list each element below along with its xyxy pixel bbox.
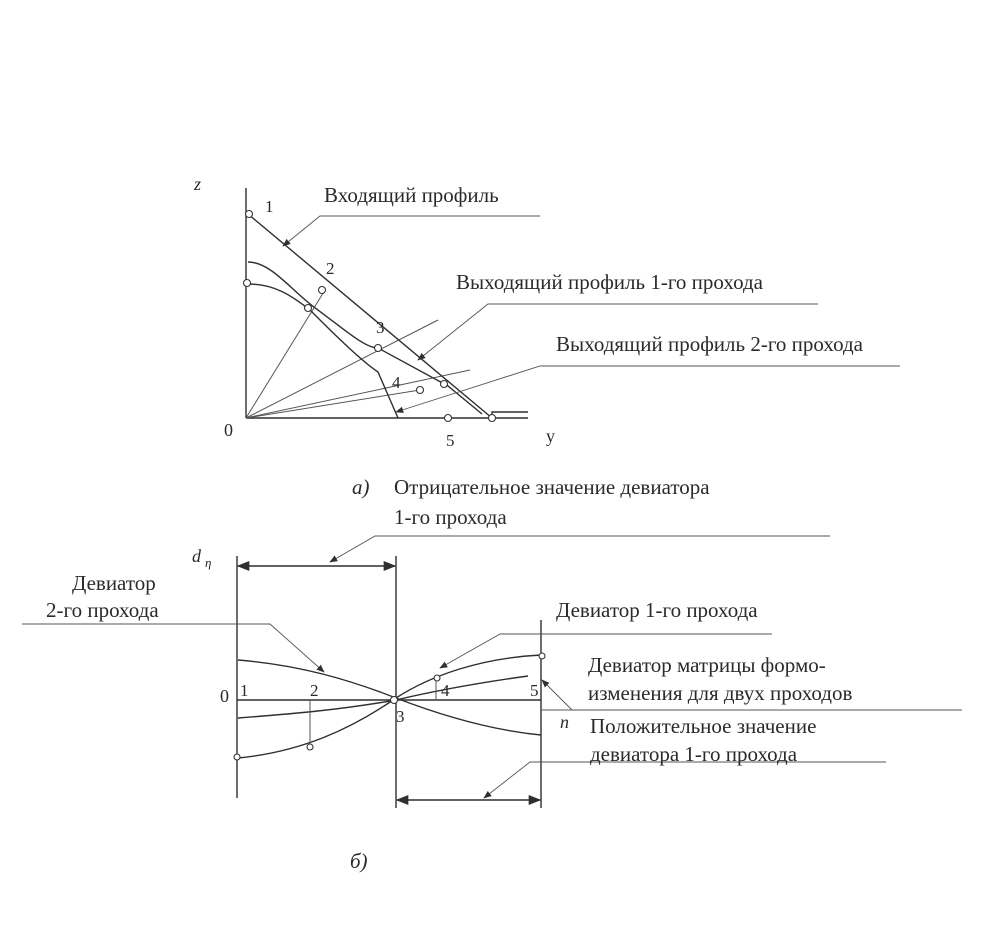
y-axis-label: y (546, 426, 555, 446)
label-incoming-profile: Входящий профиль (324, 183, 499, 207)
point-label-5: 5 (446, 431, 455, 450)
ray-4 (246, 390, 420, 418)
caption-a-line2: 1-го прохода (394, 505, 507, 529)
point-b-2 (307, 744, 313, 750)
d-axis-label: d (192, 546, 201, 566)
point-b-5 (539, 653, 545, 659)
matrix-deviator-lower-left (238, 700, 396, 718)
caption-b-letter: б) (350, 849, 368, 873)
origin-label-b: 0 (220, 686, 229, 706)
caption-a-letter: а) (352, 475, 370, 499)
label-positive-line2: девиатора 1-го прохода (590, 742, 798, 766)
point-marker-1b (244, 280, 251, 287)
label-out-profile-pass1: Выходящий профиль 1-го прохода (456, 270, 763, 294)
label-matrix-line2: изменения для двух проходов (588, 681, 853, 705)
deviator-pass1-curve (238, 655, 541, 758)
matrix-deviator-upper-right (396, 676, 528, 700)
point-marker-2b (305, 305, 312, 312)
point-b-label-5: 5 (530, 681, 539, 700)
point-label-2: 2 (326, 259, 335, 278)
point-b-label-3: 3 (396, 707, 405, 726)
point-marker-2 (319, 287, 326, 294)
point-b-1 (234, 754, 240, 760)
d-axis-subscript: η (205, 555, 212, 570)
point-label-4: 4 (392, 373, 401, 392)
ray-2 (246, 320, 438, 418)
point-b-label-1: 1 (240, 681, 249, 700)
point-b-4 (434, 675, 440, 681)
point-marker-4 (417, 387, 424, 394)
point-marker-4b (441, 381, 448, 388)
point-marker-5 (445, 415, 452, 422)
origin-label-a: 0 (224, 420, 233, 440)
label-dev2-line1: Девиатор (72, 571, 156, 595)
label-out-profile-pass2: Выходящий профиль 2-го прохода (556, 332, 863, 356)
label-positive-line1: Положительное значение (590, 714, 817, 738)
label-matrix-line1: Девиатор матрицы формо- (588, 653, 826, 677)
point-b-label-2: 2 (310, 681, 319, 700)
point-marker-3 (375, 345, 382, 352)
out-profile-pass1 (248, 262, 482, 414)
point-b-3 (391, 697, 398, 704)
point-label-3: 3 (376, 318, 385, 337)
label-dev1: Девиатор 1-го прохода (556, 598, 758, 622)
caption-a-line1: Отрицательное значение девиатора (394, 475, 710, 499)
part-a-profile-diagram (193, 174, 900, 529)
ray-3 (246, 370, 470, 418)
incoming-profile-tail (492, 412, 528, 418)
z-axis-label: z (194, 174, 202, 194)
point-b-label-4: 4 (441, 681, 450, 700)
deviator-pass2-curve (238, 660, 541, 735)
label-dev2-line2: 2-го прохода (46, 598, 159, 622)
point-label-1: 1 (265, 197, 274, 216)
point-marker-1 (246, 211, 253, 218)
leader-incoming (283, 216, 540, 246)
leader-positive (484, 762, 886, 798)
ray-1 (246, 290, 325, 418)
n-axis-label: n (560, 712, 569, 732)
part-b-deviator-diagram (22, 536, 962, 873)
leader-neg-deviator (330, 536, 830, 562)
point-marker-5b (489, 415, 496, 422)
